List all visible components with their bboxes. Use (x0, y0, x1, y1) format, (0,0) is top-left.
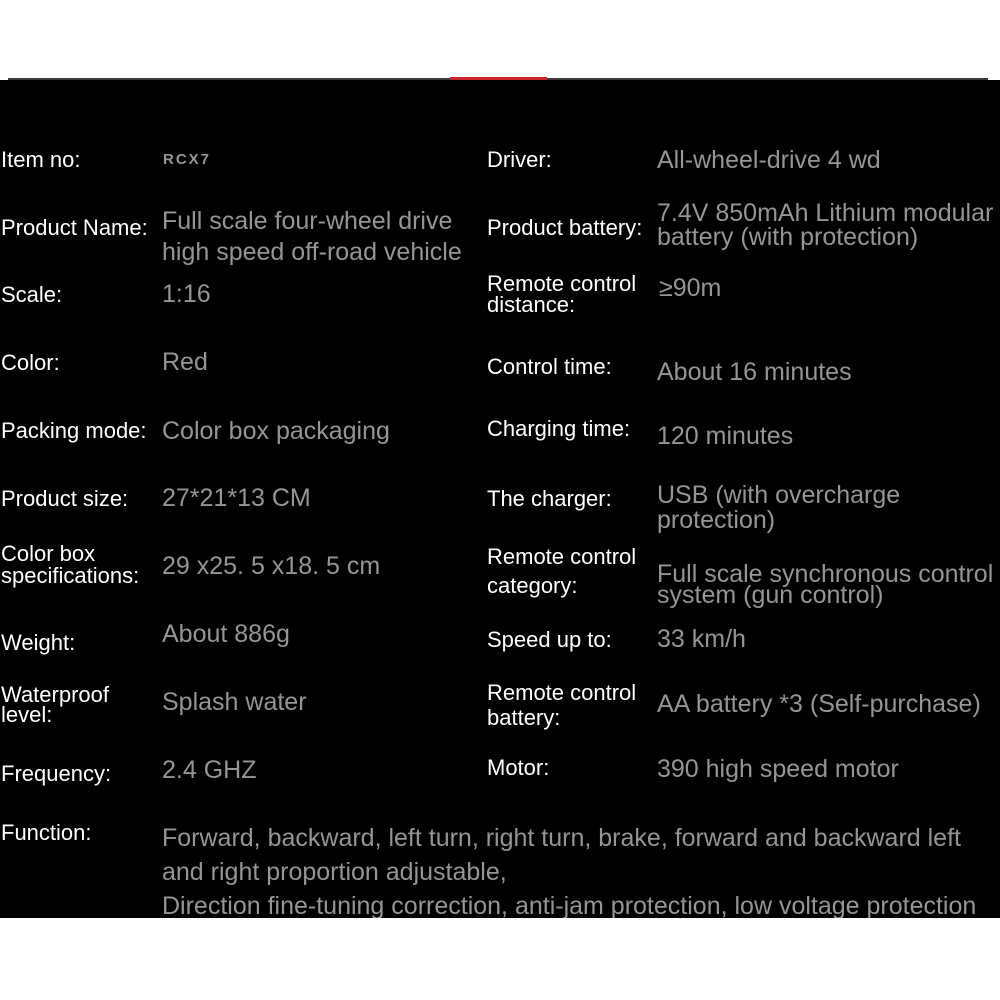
spec-panel (0, 80, 1000, 918)
spec-value-frequency: 2.4 GHZ (162, 756, 257, 784)
spec-value-speed: 33 km/h (657, 625, 746, 653)
spec-label-remote-control-category (487, 542, 636, 600)
spec-value-remote-control-battery: AA battery *3 (Self-purchase) (657, 690, 981, 718)
spec-value-remote-control-category (657, 560, 994, 609)
spec-label-line: Color box (1, 541, 96, 566)
spec-value-line: and right proportion adjustable, (162, 858, 507, 886)
spec-value-line: Forward, backward, left turn, right turn, brake, forward and backward left (162, 824, 961, 852)
spec-value-charging-time: 120 minutes (657, 422, 794, 450)
spec-label-line: battery: (487, 705, 561, 730)
spec-label-line: specifications: (1, 563, 140, 588)
spec-label-line: level: (1, 702, 53, 727)
spec-label-line: Waterproof (1, 682, 110, 707)
spec-label-product-name: Product Name: (1, 215, 148, 240)
spec-label-charger: The charger: (487, 486, 612, 511)
spec-label-function: Function: (1, 820, 92, 845)
spec-value-line: USB (with overcharge (657, 481, 901, 509)
spec-value-line: high speed off-road vehicle (162, 238, 462, 266)
spec-label-product-size: Product size: (1, 486, 129, 511)
spec-label-line: Remote control (487, 680, 637, 705)
spec-value-color-box-specifications: 29 x25. 5 x18. 5 cm (162, 552, 381, 580)
spec-value-motor: 390 high speed motor (657, 755, 899, 783)
spec-value-product-name (162, 206, 462, 268)
spec-value-scale: 1:16 (162, 280, 211, 308)
spec-label-remote-control-battery (487, 680, 636, 730)
spec-label-item-no: Item no: (1, 147, 81, 172)
spec-value-packing-mode: Color box packaging (162, 417, 390, 445)
spec-value-waterproof-level: Splash water (162, 688, 307, 716)
spec-value-control-time: About 16 minutes (657, 358, 852, 386)
spec-label-charging-time: Charging time: (487, 416, 631, 441)
spec-value-product-size: 27*21*13 CM (162, 484, 311, 512)
spec-value-function (162, 821, 976, 918)
spec-label-weight: Weight: (1, 630, 76, 655)
spec-label-packing-mode: Packing mode: (1, 418, 147, 443)
spec-value-color: Red (162, 348, 208, 376)
spec-label-product-battery: Product battery: (487, 215, 643, 240)
spec-value-item-no: RCX7 (163, 151, 212, 168)
spec-value-remote-control-distance: ≥90m (659, 274, 722, 302)
spec-value-driver: All-wheel-drive 4 wd (657, 146, 881, 174)
spec-value-line: Direction fine-tuning correction, anti-jam protection, low voltage protection (162, 892, 977, 918)
spec-value-charger (657, 483, 900, 533)
spec-label-line: Remote control (487, 544, 637, 569)
spec-value-line: system (gun control) (657, 581, 884, 609)
spec-label-color-box-specifications (1, 543, 139, 587)
spec-value-line: 7.4V 850mAh Lithium modular (657, 199, 994, 227)
spec-label-line: distance: (487, 292, 576, 317)
spec-label-speed: Speed up to: (487, 627, 612, 652)
spec-value-product-battery (657, 201, 993, 249)
spec-value-line: Full scale four-wheel drive (162, 207, 453, 235)
spec-value-line: protection) (657, 506, 776, 534)
spec-value-weight: About 886g (162, 620, 290, 648)
spec-label-color: Color: (1, 350, 60, 375)
spec-value-line: battery (with protection) (657, 223, 919, 251)
spec-label-line: Remote control (487, 271, 637, 296)
spec-label-motor: Motor: (487, 755, 550, 780)
spec-label-line: category: (487, 573, 578, 598)
spec-label-driver: Driver: (487, 147, 552, 172)
spec-label-remote-control-distance (487, 273, 636, 315)
spec-label-control-time: Control time: (487, 354, 612, 379)
spec-label-scale: Scale: (1, 282, 63, 307)
spec-value-line: Full scale synchronous control (657, 560, 994, 588)
spec-label-waterproof-level (1, 682, 110, 727)
spec-label-frequency: Frequency: (1, 761, 112, 786)
